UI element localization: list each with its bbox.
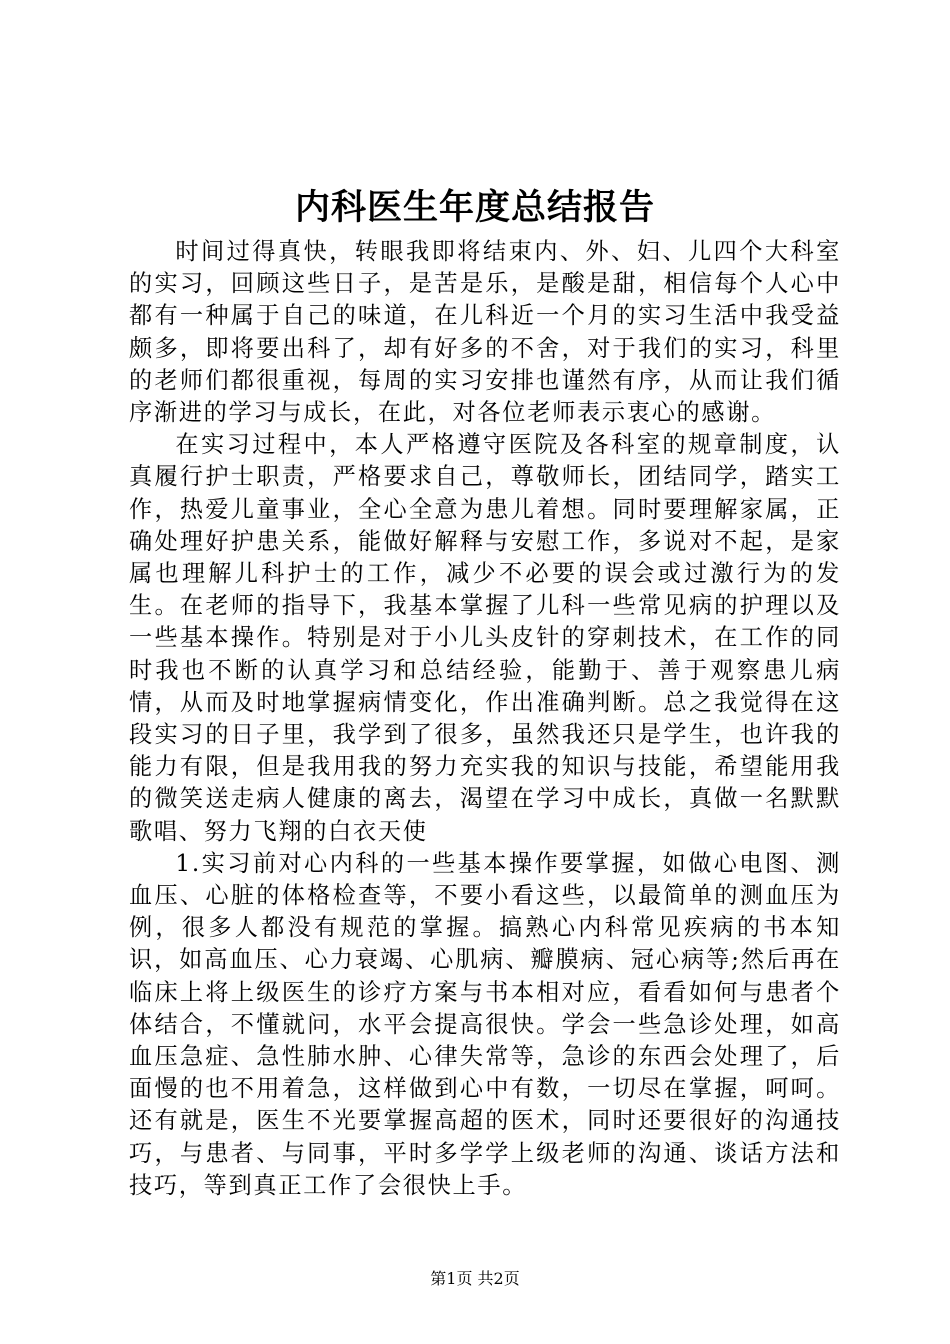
paragraph-intro: 时间过得真快，转眼我即将结束内、外、妇、儿四个大科室的实习，回顾这些日子，是苦是乐，是酸是甜，相信每个人心中都有一种属于自己的味道，在儿科近一个月的实习生活中我受益颇多，即将要出科了，却有好多的不舍，对于我们的实习，科里的老师们都很重视，每周的实习安排也谨然有序，从而让我们循序渐进的学习与成长，在此，对各位老师表示衷心的感谢。 <box>129 238 841 427</box>
paragraph-internship-process: 在实习过程中，本人严格遵守医院及各科室的规章制度，认真履行护士职责，严格要求自己，尊敬师长，团结同学，踏实工作，热爱儿童事业，全心全意为患儿着想。同时要理解家属，正确处理好护患关系，能做好解释与安慰工作，多说对不起，是家属也理解儿科护士的工作，减少不必要的误会或过激行为的发生。在老师的指导下，我基本掌握了儿科一些常见病的护理以及一些基本操作。特别是对于小儿头皮针的穿刺技术，在工作的同时我也不断的认真学习和总结经验，能勤于、善于观察患儿病情，从而及时地掌握病情变化，作出准确判断。总之我觉得在这段实习的日子里，我学到了很多，虽然我还只是学生，也许我的能力有限，但是我用我的努力充实我的知识与技能，希望能用我的微笑送走病人健康的离去，渴望在学习中成长，真做一名默默歌唱、努力飞翔的白衣天使 <box>129 431 841 845</box>
page-footer: 第1页 共2页 <box>430 1269 520 1288</box>
document-title: 内科医生年度总结报告 <box>294 187 655 228</box>
document-body <box>129 236 841 1202</box>
paragraph-cardiology-advice: 1.实习前对心内科的一些基本操作要掌握，如做心电图、测血压、心脏的体格检查等，不要小看这些，以最简单的测血压为例，很多人都没有规范的掌握。搞熟心内科常见疾病的书本知识，如高血压、心力衰竭、心肌病、瓣膜病、冠心病等;然后再在临床上将上级医生的诊疗方案与书本相对应，看看如何与患者个体结合，不懂就问，水平会提高很快。学会一些急诊处理，如高血压急症、急性肺水肿、心律失常等，急诊的东西会处理了，后面慢的也不用着急，这样做到心中有数，一切尽在掌握，呵呵。还有就是，医生不光要掌握高超的医术，同时还要很好的沟通技巧，与患者、与同事，平时多学学上级老师的沟通、谈话方法和技巧，等到真正工作了会很快上手。 <box>129 849 841 1199</box>
